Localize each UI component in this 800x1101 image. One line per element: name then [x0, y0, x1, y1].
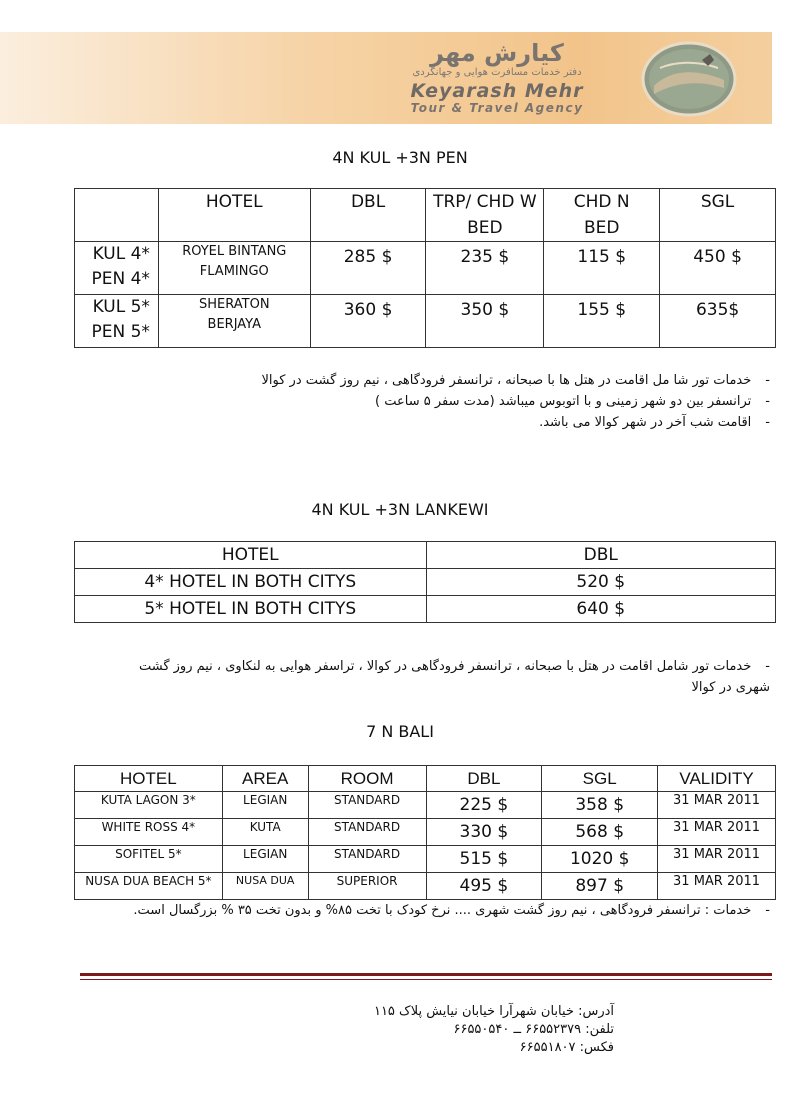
bali-notes: [84, 900, 770, 921]
hotel-cell: NUSA DUA BEACH 5*: [75, 873, 223, 900]
trp-price: 350 $: [426, 295, 544, 348]
table-row: [75, 819, 776, 846]
kul-pen-price-table: [74, 188, 776, 348]
room-cell: STANDARD: [308, 846, 426, 873]
list-item: -خدمات تور شا مل اقامت در هتل ها با صبحانه ، ترانسفر فرودگاهی ، نیم روز گشت در کوالا: [261, 373, 770, 388]
hotel-cell: ROYEL BINTANG FLAMINGO: [158, 242, 310, 295]
col-header-room: ROOM: [308, 766, 426, 792]
table-row: [75, 596, 776, 623]
category-cell: KUL 5* PEN 5*: [75, 295, 159, 348]
brand-subtitle-fa: دفتر خدمات مسافرت هوایی و جهانگردی: [412, 67, 582, 78]
chd-price: 155 $: [544, 295, 660, 348]
col-header-hotel: HOTEL: [75, 542, 427, 569]
table-header-row: [75, 542, 776, 569]
room-cell: STANDARD: [308, 819, 426, 846]
validity-cell: 31 MAR 2011: [658, 819, 776, 846]
contact-block: [300, 1003, 614, 1057]
area-cell: NUSA DUA: [222, 873, 308, 900]
col-header-trp: TRP/ CHD W BED: [426, 189, 544, 242]
list-item: -خدمات تور شامل اقامت در هتل با صبحانه ، ترانسفر فرودگاهی در کوالا ، تراسفر هوایی به لنکاوی ، نیم روز گشت: [138, 659, 770, 674]
address-text: آدرس: خیابان شهرآرا خیابان نیایش پلاک ۱۱۵: [373, 1004, 614, 1019]
footer-rule-thin: [80, 979, 772, 980]
table-row: [75, 792, 776, 819]
dbl-price: 225 $: [426, 792, 542, 819]
chd-price: 115 $: [544, 242, 660, 295]
brand-block: [382, 40, 612, 115]
phone-text: تلفن: ۶۶۵۵۲۳۷۹ ــ ۶۶۵۵۰۵۴۰: [453, 1022, 614, 1037]
fax-text: فکس: ۶۶۵۵۱۸۰۷: [519, 1040, 614, 1055]
kul-pen-notes: [120, 370, 770, 433]
room-cell: STANDARD: [308, 792, 426, 819]
hotel-cell: WHITE ROSS 4*: [75, 819, 223, 846]
dbl-price: 495 $: [426, 873, 542, 900]
col-header-sgl: SGL: [660, 189, 776, 242]
table-row: [75, 846, 776, 873]
sgl-price: 358 $: [542, 792, 658, 819]
sgl-price: 568 $: [542, 819, 658, 846]
brand-tagline: Tour & Travel Agency: [410, 101, 584, 115]
hotel-cell: SHERATON BERJAYA: [158, 295, 310, 348]
dbl-price: 360 $: [310, 295, 426, 348]
area-cell: LEGIAN: [222, 846, 308, 873]
col-header-dbl: DBL: [426, 542, 775, 569]
validity-cell: 31 MAR 2011: [658, 846, 776, 873]
validity-cell: 31 MAR 2011: [658, 792, 776, 819]
col-header-chd: CHD N BED: [544, 189, 660, 242]
table-row: [75, 873, 776, 900]
list-item: -اقامت شب آخر در شهر کوالا می باشد.: [539, 415, 770, 430]
section-title-kul-pen: 4N KUL +3N PEN: [332, 148, 468, 167]
trp-price: 235 $: [426, 242, 544, 295]
col-header-hotel: HOTEL: [158, 189, 310, 242]
dbl-price: 330 $: [426, 819, 542, 846]
sgl-price: 635$: [660, 295, 776, 348]
bali-price-table: [74, 765, 776, 900]
table-row: [75, 242, 776, 295]
kul-lankewi-notes: [96, 656, 770, 698]
dbl-price: 640 $: [426, 596, 775, 623]
hotel-cell: KUTA LAGON 3*: [75, 792, 223, 819]
col-header-dbl: DBL: [426, 766, 542, 792]
category-cell: KUL 4* PEN 4*: [75, 242, 159, 295]
kul-lankewi-price-table: [74, 541, 776, 623]
hotel-cell: 4* HOTEL IN BOTH CITYS: [75, 569, 427, 596]
col-header-validity: VALIDITY: [658, 766, 776, 792]
brand-name-en: Keyarash Mehr: [410, 80, 584, 102]
dbl-price: 515 $: [426, 846, 542, 873]
brand-name-fa: کیارش مهر: [430, 39, 564, 67]
col-header-category: [75, 189, 159, 242]
table-header-row: [75, 189, 776, 242]
sgl-price: 450 $: [660, 242, 776, 295]
table-header-row: [75, 766, 776, 792]
list-item: -ترانسفر بین دو شهر زمینی و با اتوبوس میباشد (مدت سفر ۵ ساعت ): [375, 394, 770, 409]
table-row: [75, 569, 776, 596]
hotel-cell: SOFITEL 5*: [75, 846, 223, 873]
dbl-price: 520 $: [426, 569, 775, 596]
list-item-continuation: شهری در کوالا: [691, 680, 770, 695]
col-header-area: AREA: [222, 766, 308, 792]
section-title-kul-lankewi: 4N KUL +3N LANKEWI: [311, 500, 489, 519]
area-cell: KUTA: [222, 819, 308, 846]
footer-rule: [80, 973, 772, 976]
area-cell: LEGIAN: [222, 792, 308, 819]
agency-logo: [640, 40, 738, 118]
col-header-dbl: DBL: [310, 189, 426, 242]
hotel-cell: 5* HOTEL IN BOTH CITYS: [75, 596, 427, 623]
sgl-price: 1020 $: [542, 846, 658, 873]
list-item: -خدمات : ترانسفر فرودگاهی ، نیم روز گشت شهری .... نرخ کودک با تخت ۸۵% و بدون تخت ۳۵ % بزرگسال است.: [133, 903, 770, 918]
col-header-hotel: HOTEL: [75, 766, 223, 792]
validity-cell: 31 MAR 2011: [658, 873, 776, 900]
table-row: [75, 295, 776, 348]
sgl-price: 897 $: [542, 873, 658, 900]
section-title-bali: 7 N BALI: [366, 722, 434, 741]
col-header-sgl: SGL: [542, 766, 658, 792]
room-cell: SUPERIOR: [308, 873, 426, 900]
dbl-price: 285 $: [310, 242, 426, 295]
